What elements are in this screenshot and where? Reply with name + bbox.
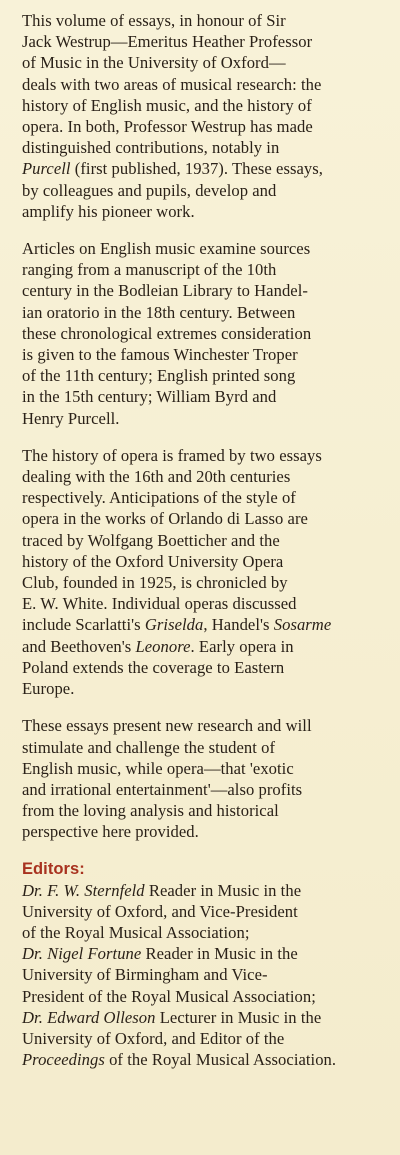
text-line: history of the Oxford University Opera bbox=[22, 551, 284, 571]
text-line: respectively. Anticipations of the style of bbox=[22, 488, 296, 508]
text-line bbox=[22, 943, 392, 964]
text-line: traced by Wolfgang Boetticher and the bbox=[22, 530, 280, 550]
text-line: E. W. White. Individual operas discussed bbox=[22, 594, 297, 614]
text-fragment: and Beethoven's bbox=[22, 636, 136, 656]
opera-title-leonore: Leonore bbox=[135, 636, 191, 656]
text-fragment: of the Royal Musical Association. bbox=[104, 1050, 337, 1070]
text-line: of the 11th century; English printed song bbox=[22, 366, 296, 386]
text-line: dealing with the 16th and 20th centuries bbox=[22, 467, 291, 487]
text-line: Europe. bbox=[22, 679, 75, 699]
text-fragment: include Scarlatti's bbox=[22, 615, 145, 635]
editor-name: Dr. Nigel Fortune bbox=[22, 944, 142, 964]
text-line: Club, founded in 1925, is chronicled by bbox=[22, 573, 288, 593]
text-fragment: Reader in Music in the bbox=[144, 880, 302, 900]
text-line: stimulate and challenge the student of bbox=[22, 737, 276, 757]
text-line: English music, while opera—that 'exotic bbox=[22, 758, 294, 778]
text-line: Articles on English music examine sources bbox=[22, 239, 311, 259]
text-fragment: Reader in Music in the bbox=[141, 944, 298, 964]
journal-title-proceedings: Proceedings bbox=[22, 1050, 105, 1070]
text-line bbox=[22, 1049, 392, 1070]
editor-entry bbox=[22, 880, 392, 944]
text-line: opera in the works of Orlando di Lasso are bbox=[22, 509, 308, 529]
text-line: in the 15th century; William Byrd and bbox=[22, 387, 277, 407]
text-line: Henry Purcell. bbox=[22, 408, 120, 428]
text-line: opera. In both, Professor Westrup has made bbox=[22, 117, 313, 137]
book-title-purcell: Purcell bbox=[22, 159, 71, 179]
paragraph-intro bbox=[22, 10, 392, 222]
text-line: Jack Westrup—Emeritus Heather Professor bbox=[22, 32, 313, 52]
blurb-text bbox=[22, 10, 392, 1070]
text-fragment: Lecturer in Music in the bbox=[155, 1007, 322, 1027]
text-line: The history of opera is framed by two essays bbox=[22, 445, 322, 465]
text-line: is given to the famous Winchester Troper bbox=[22, 345, 298, 365]
text-line: University of Oxford, and Vice-President bbox=[22, 901, 298, 921]
text-line: ranging from a manuscript of the 10th bbox=[22, 260, 277, 280]
text-fragment: (first published, 1937). These essays, bbox=[70, 159, 323, 179]
text-line: from the loving analysis and historical bbox=[22, 801, 279, 821]
text-line: distinguished contributions, notably in bbox=[22, 138, 280, 158]
text-line: amplify his pioneer work. bbox=[22, 201, 195, 221]
opera-title-griselda: Griselda bbox=[144, 615, 204, 635]
text-line: University of Birmingham and Vice- bbox=[22, 965, 268, 985]
text-line: perspective here provided. bbox=[22, 822, 199, 842]
text-line: of the Royal Musical Association; bbox=[22, 922, 250, 942]
paragraph-conclusion bbox=[22, 715, 392, 842]
paragraph-opera bbox=[22, 445, 392, 699]
text-fragment: . Early opera in bbox=[190, 636, 294, 656]
editor-name: Dr. F. W. Sternfeld bbox=[22, 880, 145, 900]
editor-entry bbox=[22, 943, 392, 1007]
text-line bbox=[22, 614, 392, 635]
text-line: century in the Bodleian Library to Handel- bbox=[22, 281, 308, 301]
text-line: Poland extends the coverage to Eastern bbox=[22, 657, 285, 677]
text-line: and irrational entertainment'—also profits bbox=[22, 779, 303, 799]
text-fragment: , Handel's bbox=[203, 615, 274, 635]
text-line bbox=[22, 880, 392, 901]
editor-entry bbox=[22, 1007, 392, 1071]
editor-name: Dr. Edward Olleson bbox=[22, 1007, 156, 1027]
text-line: This volume of essays, in honour of Sir bbox=[22, 11, 286, 30]
text-line: of Music in the University of Oxford— bbox=[22, 53, 286, 73]
text-line: ian oratorio in the 18th century. Between bbox=[22, 302, 296, 322]
text-line bbox=[22, 1007, 392, 1028]
text-line: deals with two areas of musical research: the bbox=[22, 74, 322, 94]
text-line: These essays present new research and will bbox=[22, 716, 312, 736]
text-line: these chronological extremes consideration bbox=[22, 323, 312, 343]
text-line: President of the Royal Musical Association; bbox=[22, 986, 316, 1006]
text-line: history of English music, and the history of bbox=[22, 95, 312, 115]
text-line bbox=[22, 158, 392, 179]
text-line bbox=[22, 636, 392, 657]
paragraph-english-music bbox=[22, 238, 392, 429]
text-line: University of Oxford, and Editor of the bbox=[22, 1028, 285, 1048]
text-line: by colleagues and pupils, develop and bbox=[22, 180, 277, 200]
opera-title-sosarme: Sosarme bbox=[273, 615, 332, 635]
editors-heading: Editors: bbox=[22, 859, 85, 878]
